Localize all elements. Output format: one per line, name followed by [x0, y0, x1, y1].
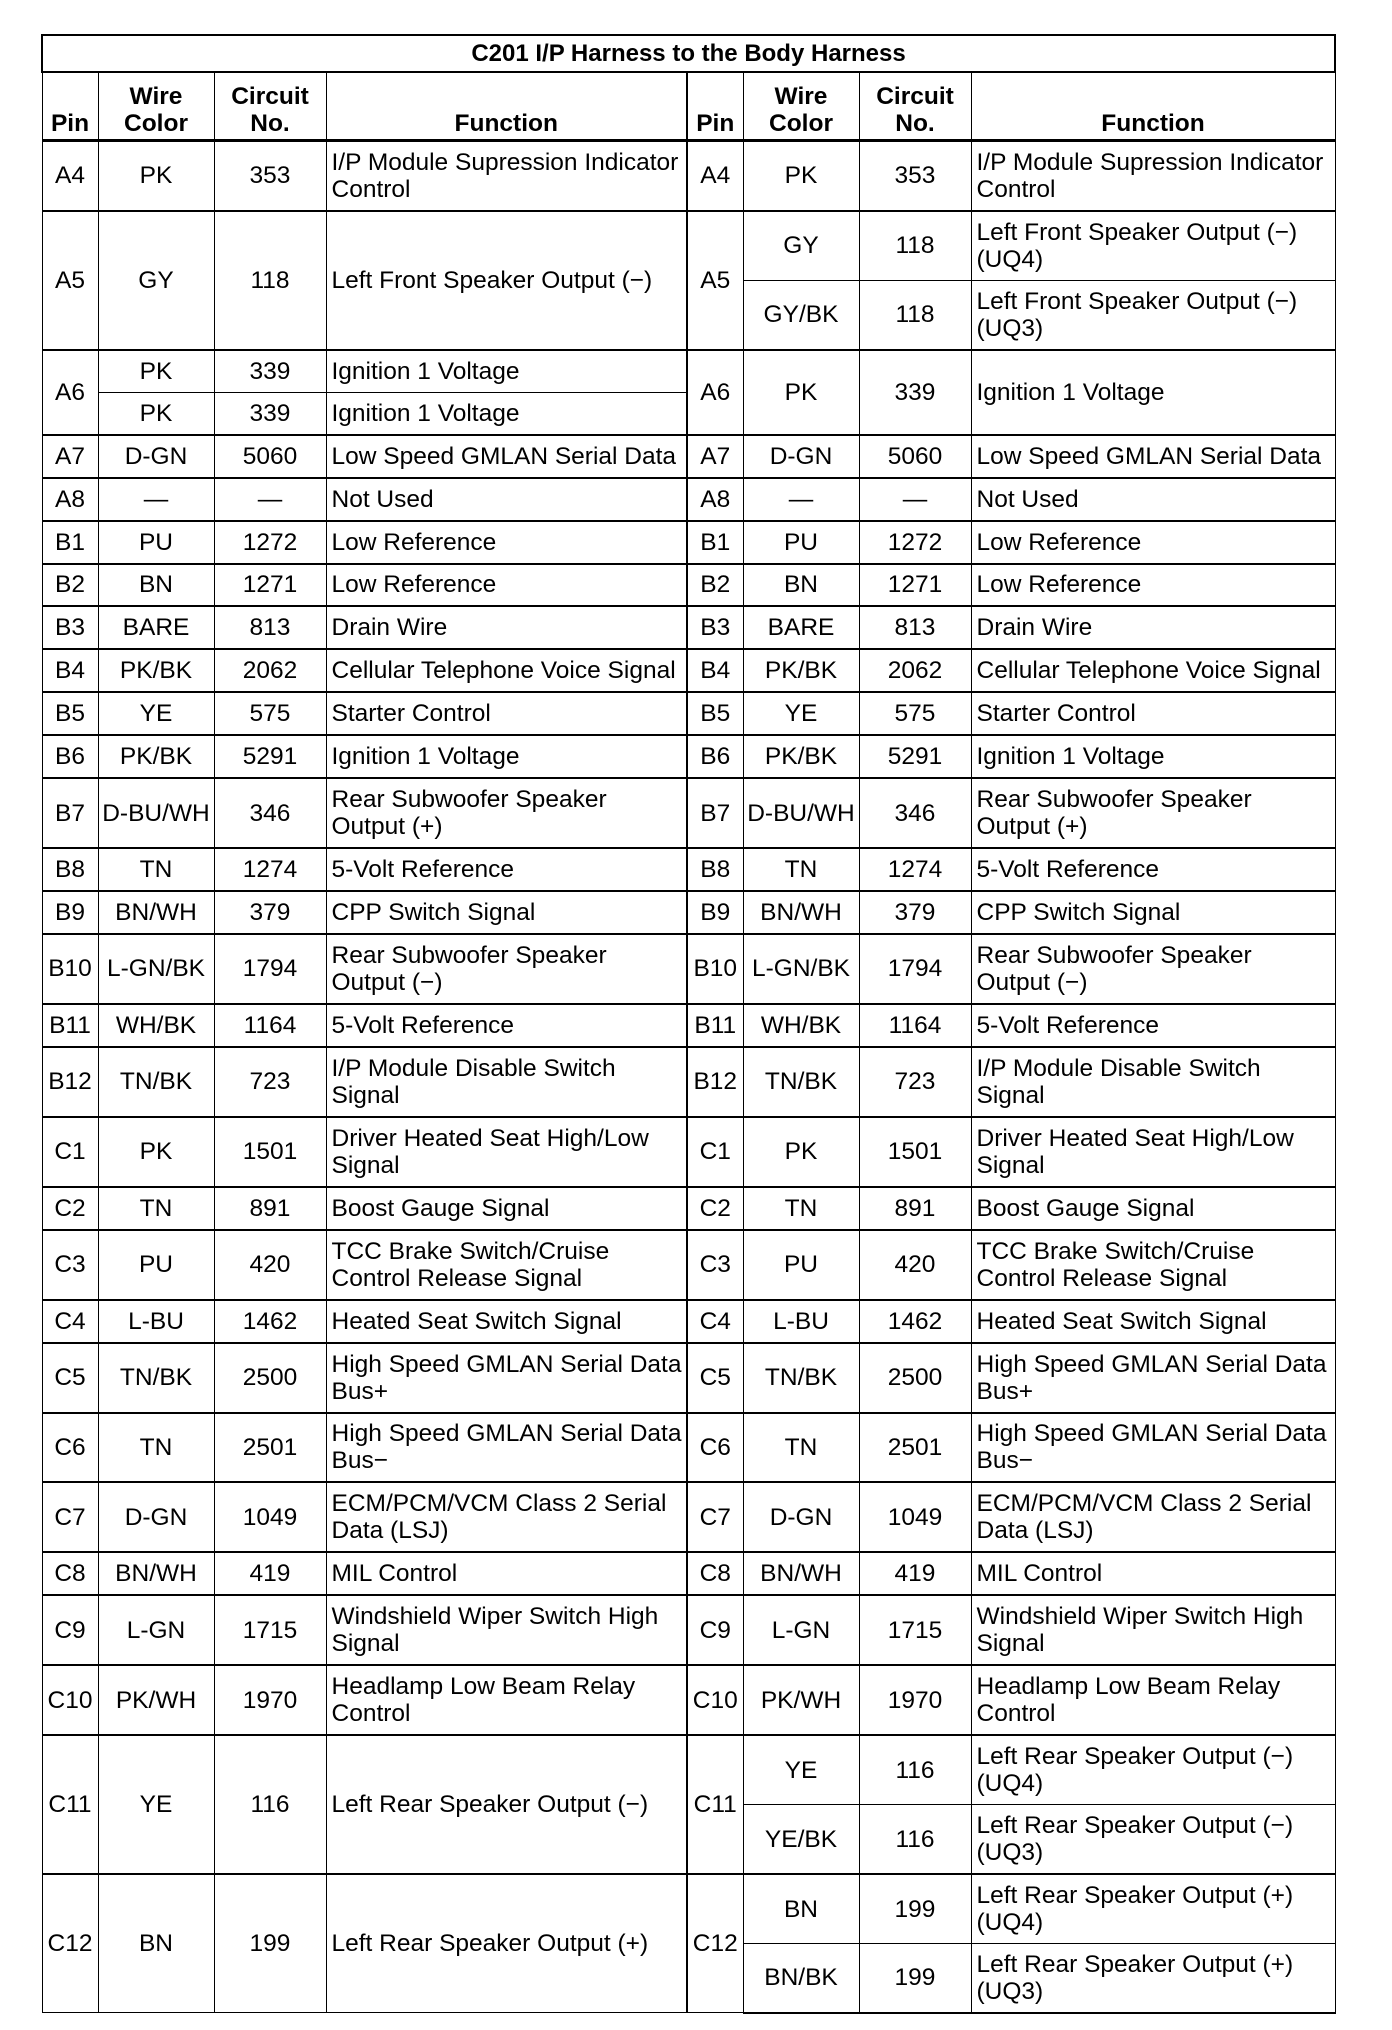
table-row [42, 211, 1335, 280]
function-cell: Rear Subwoofer Speaker Output (+) [971, 778, 1335, 848]
table-row [42, 1230, 1335, 1300]
function-cell: ECM/PCM/VCM Class 2 Serial Data (LSJ) [326, 1482, 687, 1552]
function-cell: Windshield Wiper Switch High Signal [971, 1595, 1335, 1665]
table-row [42, 564, 1335, 607]
circuit-cell: 339 [214, 392, 326, 434]
function-cell: Low Reference [326, 564, 687, 607]
pin-cell: B11 [42, 1004, 98, 1047]
function-cell: TCC Brake Switch/Cruise Control Release Signal [326, 1230, 687, 1300]
pin-cell: B5 [687, 692, 743, 735]
function-cell: Not Used [326, 478, 687, 521]
pin-cell: A6 [687, 350, 743, 435]
function-cell: Boost Gauge Signal [971, 1187, 1335, 1230]
circuit-cell: 199 [859, 1944, 971, 2013]
wire-color-cell: BN/WH [98, 891, 214, 934]
table-row [42, 1665, 1335, 1735]
wire-color-cell: TN [743, 848, 859, 891]
function-cell: I/P Module Disable Switch Signal [971, 1047, 1335, 1117]
function-cell: I/P Module Disable Switch Signal [326, 1047, 687, 1117]
wire-color-cell: PU [743, 1230, 859, 1300]
function-cell: Cellular Telephone Voice Signal [326, 649, 687, 692]
function-cell: Ignition 1 Voltage [971, 735, 1335, 778]
circuit-cell: 813 [214, 606, 326, 649]
circuit-cell: 1970 [859, 1665, 971, 1735]
table-row [42, 141, 1335, 211]
pin-cell: A6 [42, 350, 98, 435]
wire-color-cell: — [98, 478, 214, 521]
function-cell: Low Reference [326, 521, 687, 564]
table-row [42, 606, 1335, 649]
pin-cell: B5 [42, 692, 98, 735]
wire-color-cell: TN/BK [98, 1047, 214, 1117]
function-cell: Driver Heated Seat High/Low Signal [326, 1117, 687, 1187]
table-row [42, 692, 1335, 735]
wire-color-cell: PK/BK [743, 735, 859, 778]
wire-color-cell: — [743, 478, 859, 521]
circuit-cell: 118 [214, 211, 326, 350]
wire-color-cell: GY/BK [743, 280, 859, 349]
pin-cell: B10 [42, 934, 98, 1004]
pin-cell: B4 [687, 649, 743, 692]
function-cell: Headlamp Low Beam Relay Control [326, 1665, 687, 1735]
wire-color-cell: YE/BK [743, 1805, 859, 1874]
circuit-cell: — [859, 478, 971, 521]
wire-color-cell: YE [98, 1735, 214, 1874]
circuit-cell: 2500 [859, 1343, 971, 1413]
wire-color-cell: TN/BK [743, 1343, 859, 1413]
table-row [42, 1343, 1335, 1413]
table-row [42, 478, 1335, 521]
circuit-cell: 2500 [214, 1343, 326, 1413]
pin-cell: B1 [687, 521, 743, 564]
wire-color-cell: L-GN/BK [98, 934, 214, 1004]
table-row [42, 891, 1335, 934]
header-wire-color: Wire Color [98, 72, 214, 141]
wire-color-cell: PK/WH [98, 1665, 214, 1735]
wire-color-cell: TN/BK [743, 1047, 859, 1117]
pin-cell: C6 [42, 1413, 98, 1483]
wire-color-cell: L-BU [98, 1300, 214, 1343]
wire-color-cell: L-BU [743, 1300, 859, 1343]
wire-color-cell: PK [743, 141, 859, 211]
pin-cell: C5 [42, 1343, 98, 1413]
circuit-cell: 813 [859, 606, 971, 649]
pin-cell: C3 [42, 1230, 98, 1300]
function-cell: High Speed GMLAN Serial Data Bus− [971, 1413, 1335, 1483]
circuit-cell: 891 [859, 1187, 971, 1230]
wire-color-cell: PK/BK [98, 649, 214, 692]
wire-color-cell: BN/WH [743, 1552, 859, 1595]
circuit-cell: 1715 [859, 1595, 971, 1665]
wire-color-cell: TN [743, 1413, 859, 1483]
table-row [42, 934, 1335, 1004]
function-cell: Driver Heated Seat High/Low Signal [971, 1117, 1335, 1187]
pin-cell: A8 [42, 478, 98, 521]
circuit-cell: 2501 [214, 1413, 326, 1483]
pin-cell: C7 [42, 1482, 98, 1552]
pin-cell: B2 [42, 564, 98, 607]
function-cell: Starter Control [971, 692, 1335, 735]
connector-document [41, 34, 1334, 2014]
wire-color-cell: PK/BK [98, 735, 214, 778]
wire-color-cell: BN [98, 564, 214, 607]
function-cell: 5-Volt Reference [971, 848, 1335, 891]
wire-color-cell: PU [98, 1230, 214, 1300]
pin-cell: C2 [42, 1187, 98, 1230]
wire-color-cell: PK [743, 1117, 859, 1187]
circuit-cell: 1501 [859, 1117, 971, 1187]
function-cell: 5-Volt Reference [971, 1004, 1335, 1047]
wire-color-cell: D-GN [743, 435, 859, 478]
circuit-cell: 5291 [859, 735, 971, 778]
header-circuit-no: Circuit No. [214, 72, 326, 141]
pin-cell: C8 [42, 1552, 98, 1595]
circuit-cell: 419 [859, 1552, 971, 1595]
pin-cell: C12 [687, 1874, 743, 2013]
function-cell: High Speed GMLAN Serial Data Bus− [326, 1413, 687, 1483]
wire-color-cell: L-GN [743, 1595, 859, 1665]
table-row [42, 1004, 1335, 1047]
circuit-cell: 420 [214, 1230, 326, 1300]
function-cell: Low Speed GMLAN Serial Data [326, 435, 687, 478]
function-cell: Left Rear Speaker Output (+) [326, 1874, 687, 2013]
wire-color-cell: WH/BK [98, 1004, 214, 1047]
pin-cell: C11 [687, 1735, 743, 1874]
pin-cell: C8 [687, 1552, 743, 1595]
wire-color-cell: TN/BK [98, 1343, 214, 1413]
function-cell: ECM/PCM/VCM Class 2 Serial Data (LSJ) [971, 1482, 1335, 1552]
pin-cell: C9 [687, 1595, 743, 1665]
wire-color-cell: TN [98, 1413, 214, 1483]
wire-color-cell: BARE [743, 606, 859, 649]
circuit-cell: 353 [859, 141, 971, 211]
circuit-cell: 1274 [859, 848, 971, 891]
header-function: Function [971, 72, 1335, 141]
wire-color-cell: L-GN/BK [743, 934, 859, 1004]
circuit-cell: 339 [214, 350, 326, 392]
wire-color-cell: BN [743, 564, 859, 607]
circuit-cell: 379 [859, 891, 971, 934]
pin-cell: B2 [687, 564, 743, 607]
circuit-cell: 1501 [214, 1117, 326, 1187]
circuit-cell: 2062 [859, 649, 971, 692]
pin-cell: B3 [42, 606, 98, 649]
circuit-cell: 1274 [214, 848, 326, 891]
table-row [42, 1187, 1335, 1230]
pin-cell: A4 [42, 141, 98, 211]
circuit-cell: 5060 [859, 435, 971, 478]
wire-color-cell: PK [98, 392, 214, 434]
circuit-cell: 1715 [214, 1595, 326, 1665]
circuit-cell: 1164 [214, 1004, 326, 1047]
pin-cell: C2 [687, 1187, 743, 1230]
circuit-cell: 2501 [859, 1413, 971, 1483]
function-cell: Headlamp Low Beam Relay Control [971, 1665, 1335, 1735]
function-cell: MIL Control [326, 1552, 687, 1595]
function-cell: I/P Module Supression Indicator Control [326, 141, 687, 211]
function-cell: Rear Subwoofer Speaker Output (+) [326, 778, 687, 848]
circuit-cell: 118 [859, 280, 971, 349]
pin-cell: B9 [687, 891, 743, 934]
wire-color-cell: YE [98, 692, 214, 735]
table-row [42, 778, 1335, 848]
pin-cell: C4 [687, 1300, 743, 1343]
circuit-cell: 1794 [214, 934, 326, 1004]
circuit-cell: 1271 [859, 564, 971, 607]
pin-cell: B7 [687, 778, 743, 848]
pin-cell: C10 [687, 1665, 743, 1735]
circuit-cell: 891 [214, 1187, 326, 1230]
circuit-cell: 420 [859, 1230, 971, 1300]
pin-cell: B8 [42, 848, 98, 891]
circuit-cell: 1462 [214, 1300, 326, 1343]
wire-color-cell: BN [743, 1874, 859, 1943]
function-cell: 5-Volt Reference [326, 1004, 687, 1047]
function-cell: Low Reference [971, 521, 1335, 564]
wire-color-cell: PK/WH [743, 1665, 859, 1735]
wire-color-cell: GY [98, 211, 214, 350]
function-cell: Not Used [971, 478, 1335, 521]
circuit-cell: 346 [859, 778, 971, 848]
pin-cell: C10 [42, 1665, 98, 1735]
function-cell: Left Rear Speaker Output (−) (UQ3) [971, 1805, 1335, 1874]
table-row [42, 1047, 1335, 1117]
function-cell: Left Front Speaker Output (−) (UQ3) [971, 280, 1335, 349]
table-row [42, 1552, 1335, 1595]
wire-color-cell: PU [743, 521, 859, 564]
function-cell: Drain Wire [326, 606, 687, 649]
table-row [42, 1482, 1335, 1552]
function-cell: Ignition 1 Voltage [971, 350, 1335, 435]
pin-cell: A5 [42, 211, 98, 350]
circuit-cell: 1970 [214, 1665, 326, 1735]
function-cell: TCC Brake Switch/Cruise Control Release Signal [971, 1230, 1335, 1300]
pin-cell: B3 [687, 606, 743, 649]
function-cell: Left Rear Speaker Output (+) (UQ3) [971, 1944, 1335, 2013]
wire-color-cell: L-GN [98, 1595, 214, 1665]
pin-cell: B12 [687, 1047, 743, 1117]
wire-color-cell: PK/BK [743, 649, 859, 692]
circuit-cell: 116 [859, 1805, 971, 1874]
pin-cell: C6 [687, 1413, 743, 1483]
wire-color-cell: BARE [98, 606, 214, 649]
table-row [42, 735, 1335, 778]
circuit-cell: 5060 [214, 435, 326, 478]
function-cell: MIL Control [971, 1552, 1335, 1595]
function-cell: Left Rear Speaker Output (+) (UQ4) [971, 1874, 1335, 1943]
wire-color-cell: BN/BK [743, 1944, 859, 2013]
table-row [42, 649, 1335, 692]
wire-color-cell: PK [743, 350, 859, 435]
circuit-cell: 379 [214, 891, 326, 934]
pin-cell: B10 [687, 934, 743, 1004]
wire-color-cell: TN [98, 848, 214, 891]
table-row [42, 350, 1335, 392]
pin-cell: C1 [42, 1117, 98, 1187]
circuit-cell: 1272 [859, 521, 971, 564]
function-cell: Low Reference [971, 564, 1335, 607]
function-cell: Ignition 1 Voltage [326, 350, 687, 392]
wire-color-cell: D-GN [743, 1482, 859, 1552]
table-row [42, 1413, 1335, 1483]
function-cell: Boost Gauge Signal [326, 1187, 687, 1230]
pin-cell: B4 [42, 649, 98, 692]
circuit-cell: 723 [214, 1047, 326, 1117]
circuit-cell: 199 [859, 1874, 971, 1943]
circuit-cell: 1049 [214, 1482, 326, 1552]
pin-cell: A7 [687, 435, 743, 478]
table-title: C201 I/P Harness to the Body Harness [42, 35, 1335, 72]
pin-cell: B9 [42, 891, 98, 934]
table-row [42, 1595, 1335, 1665]
circuit-cell: 1271 [214, 564, 326, 607]
pin-cell: C5 [687, 1343, 743, 1413]
circuit-cell: 2062 [214, 649, 326, 692]
function-cell: Left Rear Speaker Output (−) (UQ4) [971, 1735, 1335, 1804]
circuit-cell: 575 [214, 692, 326, 735]
wire-color-cell: BN/WH [98, 1552, 214, 1595]
circuit-cell: 353 [214, 141, 326, 211]
header-pin: Pin [687, 72, 743, 141]
wire-color-cell: PK [98, 1117, 214, 1187]
pin-cell: B1 [42, 521, 98, 564]
wire-color-cell: D-BU/WH [743, 778, 859, 848]
function-cell: I/P Module Supression Indicator Control [971, 141, 1335, 211]
pin-cell: A8 [687, 478, 743, 521]
pin-cell: B8 [687, 848, 743, 891]
header-circuit-no: Circuit No. [859, 72, 971, 141]
function-cell: Left Front Speaker Output (−) (UQ4) [971, 211, 1335, 280]
circuit-cell: — [214, 478, 326, 521]
wire-color-cell: BN [98, 1874, 214, 2013]
circuit-cell: 339 [859, 350, 971, 435]
function-cell: Ignition 1 Voltage [326, 392, 687, 434]
circuit-cell: 5291 [214, 735, 326, 778]
pin-cell: C3 [687, 1230, 743, 1300]
wire-color-cell: D-GN [98, 435, 214, 478]
function-cell: Starter Control [326, 692, 687, 735]
circuit-cell: 723 [859, 1047, 971, 1117]
header-wire-color: Wire Color [743, 72, 859, 141]
circuit-cell: 1272 [214, 521, 326, 564]
circuit-cell: 1462 [859, 1300, 971, 1343]
pin-cell: B6 [687, 735, 743, 778]
circuit-cell: 1164 [859, 1004, 971, 1047]
pin-cell: A5 [687, 211, 743, 350]
table-row [42, 1874, 1335, 1943]
circuit-cell: 116 [859, 1735, 971, 1804]
function-cell: Low Speed GMLAN Serial Data [971, 435, 1335, 478]
header-pin: Pin [42, 72, 98, 141]
pin-cell: C1 [687, 1117, 743, 1187]
wire-color-cell: YE [743, 1735, 859, 1804]
wire-color-cell: PU [98, 521, 214, 564]
pin-cell: C7 [687, 1482, 743, 1552]
function-cell: High Speed GMLAN Serial Data Bus+ [326, 1343, 687, 1413]
function-cell: 5-Volt Reference [326, 848, 687, 891]
circuit-cell: 199 [214, 1874, 326, 2013]
function-cell: Rear Subwoofer Speaker Output (−) [326, 934, 687, 1004]
table-row [42, 435, 1335, 478]
circuit-cell: 1049 [859, 1482, 971, 1552]
function-cell: CPP Switch Signal [971, 891, 1335, 934]
wire-color-cell: D-GN [98, 1482, 214, 1552]
pin-cell: C9 [42, 1595, 98, 1665]
function-cell: Ignition 1 Voltage [326, 735, 687, 778]
pin-cell: C4 [42, 1300, 98, 1343]
table-row [42, 1300, 1335, 1343]
pin-cell: A4 [687, 141, 743, 211]
circuit-cell: 116 [214, 1735, 326, 1874]
circuit-cell: 575 [859, 692, 971, 735]
pin-cell: B7 [42, 778, 98, 848]
wire-color-cell: D-BU/WH [98, 778, 214, 848]
circuit-cell: 419 [214, 1552, 326, 1595]
function-cell: Heated Seat Switch Signal [971, 1300, 1335, 1343]
wire-color-cell: GY [743, 211, 859, 280]
circuit-cell: 1794 [859, 934, 971, 1004]
wire-color-cell: BN/WH [743, 891, 859, 934]
function-cell: Cellular Telephone Voice Signal [971, 649, 1335, 692]
circuit-cell: 118 [859, 211, 971, 280]
table-row [42, 1117, 1335, 1187]
function-cell: Left Rear Speaker Output (−) [326, 1735, 687, 1874]
pin-cell: C12 [42, 1874, 98, 2013]
function-cell: Windshield Wiper Switch High Signal [326, 1595, 687, 1665]
pin-cell: B6 [42, 735, 98, 778]
pin-cell: A7 [42, 435, 98, 478]
table-row [42, 1735, 1335, 1804]
wire-color-cell: PK [98, 350, 214, 392]
table-body [42, 141, 1335, 2013]
pin-cell: C11 [42, 1735, 98, 1874]
function-cell: High Speed GMLAN Serial Data Bus+ [971, 1343, 1335, 1413]
wire-color-cell: PK [98, 141, 214, 211]
wire-color-cell: TN [743, 1187, 859, 1230]
function-cell: Rear Subwoofer Speaker Output (−) [971, 934, 1335, 1004]
connector-table [41, 34, 1336, 2014]
function-cell: Left Front Speaker Output (−) [326, 211, 687, 350]
table-row [42, 848, 1335, 891]
table-row [42, 521, 1335, 564]
pin-cell: B12 [42, 1047, 98, 1117]
pin-cell: B11 [687, 1004, 743, 1047]
header-function: Function [326, 72, 687, 141]
wire-color-cell: TN [98, 1187, 214, 1230]
function-cell: Heated Seat Switch Signal [326, 1300, 687, 1343]
function-cell: Drain Wire [971, 606, 1335, 649]
wire-color-cell: WH/BK [743, 1004, 859, 1047]
circuit-cell: 346 [214, 778, 326, 848]
wire-color-cell: YE [743, 692, 859, 735]
function-cell: CPP Switch Signal [326, 891, 687, 934]
